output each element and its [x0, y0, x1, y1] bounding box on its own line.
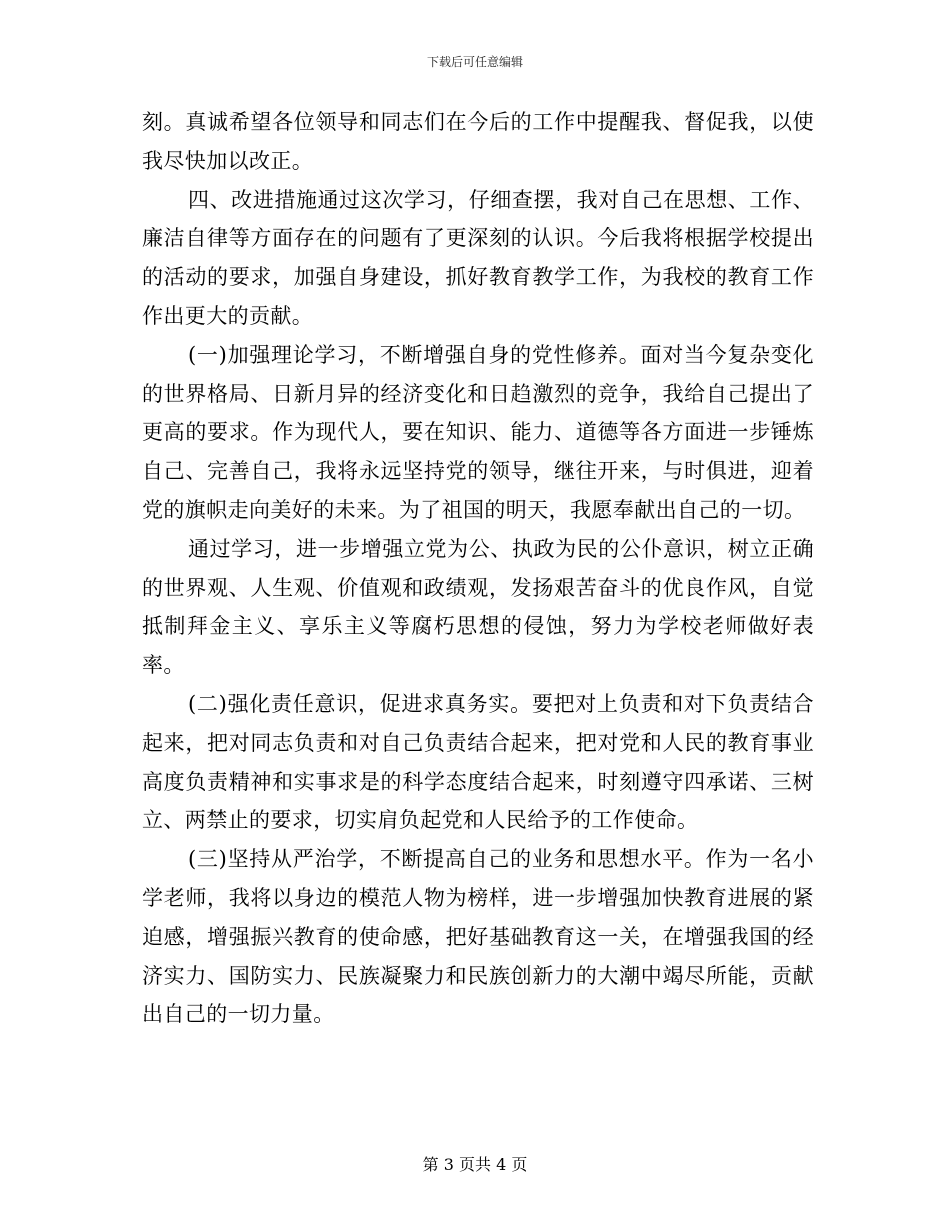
page-footer: 第 3 页共 4 页 [422, 1155, 528, 1174]
page-header: 下载后可任意编辑 [426, 55, 523, 69]
paragraph-theory-study: (一)加强理论学习，不断增强自身的党性修养。面对当今复杂变化的世界格局、日新月异的经济变化和日趋激烈的竞争，我给自己提出了更高的要求。作为现代人，要在知识、能力、道德等各方面进一步锤炼自己、完善自己，我将永远坚持党的领导，继往开来，与时俱进，迎着党的旗帜走向美好的未来。为了祖国的明天，我愿奉献出自己的一切。 [142, 342, 814, 522]
document-body [142, 103, 814, 1034]
paragraph-public-servant-awareness: 通过学习，进一步增强立党为公、执政为民的公仆意识，树立正确的世界观、人生观、价值观和政绩观，发扬艰苦奋斗的优良作风，自觉抵制拜金主义、享乐主义等腐朽思想的侵蚀，努力为学校老师做好表率。 [142, 536, 814, 678]
paragraph-improvement-measures: 四、改进措施通过这次学习，仔细查摆，我对自己在思想、工作、廉洁自律等方面存在的问题有了更深刻的认识。今后我将根据学校提出的活动的要求，加强自身建设，抓好教育教学工作，为我校的教育工作作出更大的贡献。 [142, 187, 814, 328]
paragraph-strict-teaching: (三)坚持从严治学，不断提高自己的业务和思想水平。作为一名小学老师，我将以身边的模范人物为榜样，进一步增强加快教育进展的紧迫感，增强振兴教育的使命感，把好基础教育这一关，在增强我国的经济实力、国防实力、民族凝聚力和民族创新力的大潮中竭尽所能，贡献出自己的一切力量。 [142, 847, 814, 1027]
paragraph-responsibility: (二)强化责任意识，促进求真务实。要把对上负责和对下负责结合起来，把对同志负责和对自己负责结合起来，把对党和人民的教育事业高度负责精神和实事求是的科学态度结合起来，时刻遵守四承诺、三树立、两禁止的要求，切实肩负起党和人民给予的工作使命。 [142, 691, 814, 833]
paragraph-continuation: 刻。真诚希望各位领导和同志们在今后的工作中提醒我、督促我，以使我尽快加以改正。 [142, 110, 814, 173]
